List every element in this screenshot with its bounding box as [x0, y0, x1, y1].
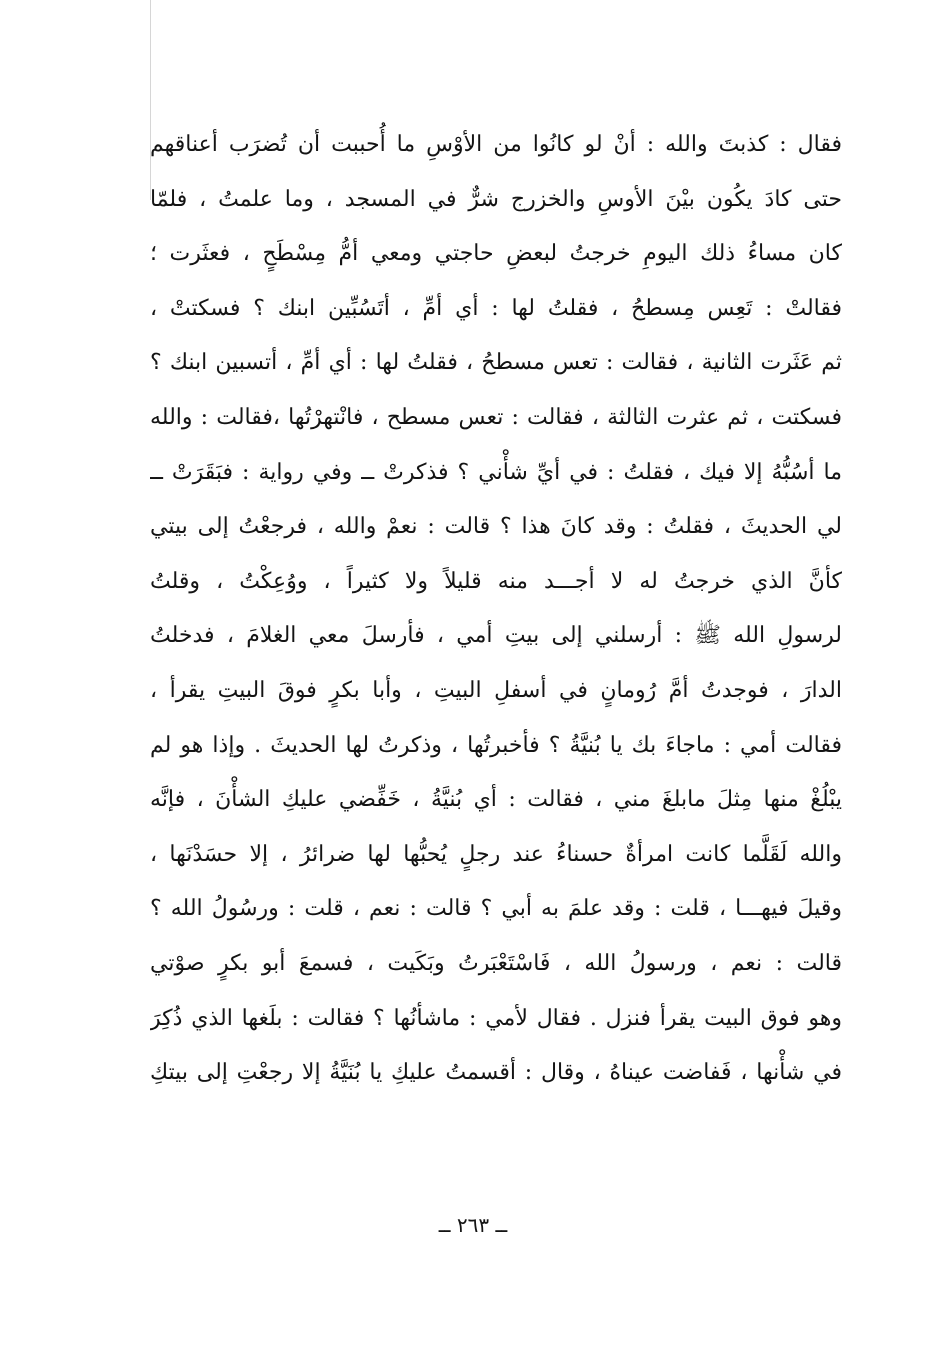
- text-line: ثم عَثَرت الثانية ، فقالت : تعس مسطحُ ، فقلتُ لها : أي أمِّ ، أتسبين ابنك ؟: [150, 350, 842, 376]
- text-line: فقالت أمي : ماجاءَ بك يا بُنيَّةُ ؟ فأخبرتُها ، وذكرتُ لها الحديثَ . وإذا هو لم: [150, 732, 842, 758]
- text-line: الدارَ ، فوجدتُ أمَّ رُومانٍ في أسفلِ البيتِ ، وأبا بكرٍ فوقَ البيتِ يقرأ ،: [150, 677, 842, 703]
- text-line: فقال : كذبتَ والله : أنْ لو كانُوا من الأوْسِ ما أُحببت أن تُضرَب أعناقهم: [150, 132, 842, 157]
- body-text: [150, 118, 842, 1101]
- text-line: ما أسُبُّهُ إلا فيك ، فقلتُ : في أيِّ شأْني ؟ فذكرتْ ــ وفي رواية : فبَقَرَتْ ــ: [150, 459, 842, 485]
- text-line: يبْلُغْ منها مِثلَ مابلغَ مني ، فقالت : أي بُنيَّةُ ، خَفِّضي عليكِ الشأْنَ ، فإنَّه: [150, 787, 842, 813]
- text-line: في شأْنها ، فَفاضت عيناهُ ، وقال : أقسمتُ عليكِ يا بُنَيَّةُ إلا رجعْتِ إلى بيتكِ: [150, 1060, 842, 1086]
- text-line: كأنَّ الذي خرجتُ له لا أجـــد منه قليلاً ولا كثيراً ، ووُعِكْتُ ، وقلتُ: [150, 568, 842, 594]
- text-line: فقالتْ : تَعِس مِسطحُ ، فقلتُ لها : أي أمِّ ، أتَسُبِّين ابنك ؟ فسكتتْ ،: [150, 295, 842, 321]
- text-line: وقيلَ فيهـــا ، قلت : وقد علمَ به أبي ؟ قالت : نعم ، قلت : ورسُولُ الله ؟: [150, 896, 842, 922]
- text-line: لرسولِ الله ﷺ : أرسلني إلى بيتِ أمي ، فأرسلَ معي الغلامَ ، فدخلتُ: [150, 623, 842, 649]
- text-line: والله لَقَلَّما كانت امرأةٌ حسناءُ عند رجلٍ يُحبُّها لها ضرائرُ ، إلا حسَدْنَها ،: [150, 841, 842, 867]
- text-line: وهو فوق البيت يقرأ فنزل . فقال لأمي : ماشأنُها ؟ فقالت : بلَغها الذي ذُكِرَ: [150, 1005, 842, 1031]
- text-line: حتى كادَ يكُون بيْنَ الأوسِ والخزرج شرٌّ في المسجد ، وما علمتُ ، فلمّا: [150, 186, 842, 212]
- text-line: كان مساءُ ذلك اليومِ خرجتُ لبعضِ حاجتي ومعي أمُّ مِسْطَحٍ ، فعثَرت ؛: [150, 241, 842, 267]
- page-number: ــ ٢٦٣ ــ: [438, 1213, 508, 1237]
- text-line: فسكتت ، ثم عثرت الثالثة ، فقالت : تعس مسطح ، فانْتهرْتُها ،فقالت : والله: [150, 404, 842, 430]
- text-line: قالت : نعم ، ورسولُ الله ، فَاسْتَعْبَرتُ وبَكَيت ، فسمعَ أبو بكرٍ صوْتي: [150, 950, 842, 976]
- text-line: لي الحديثَ ، فقلتُ : وقد كانَ هذا ؟ قالت : نعمْ والله ، فرجعْتُ إلى بيتي: [150, 514, 842, 540]
